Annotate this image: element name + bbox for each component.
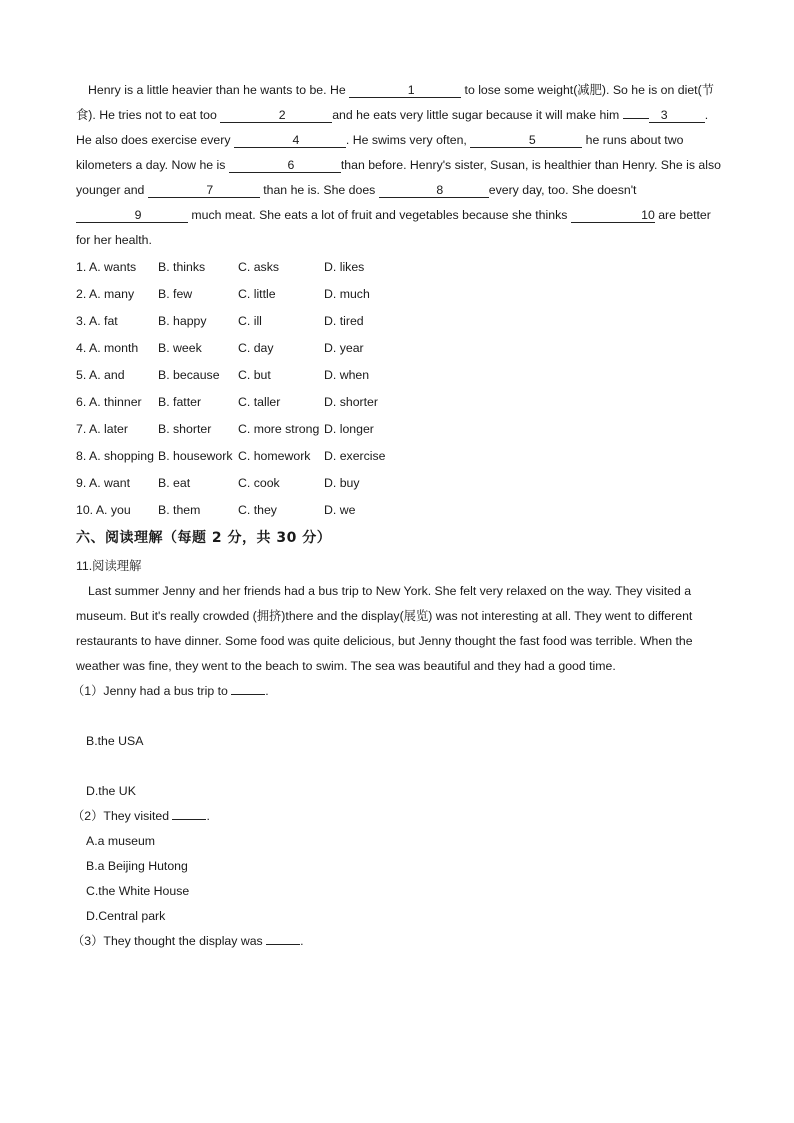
cloze-text: much meat. She eats a lot of fruit and vegetables because she thinks (188, 208, 571, 222)
answer-option-d[interactable]: D.Central park (86, 909, 166, 923)
cloze-blank-1[interactable]: 1 (349, 83, 461, 98)
spacer (76, 754, 721, 779)
cloze-blank-5[interactable]: 5 (470, 133, 582, 148)
option-d[interactable]: D. year (324, 341, 364, 355)
cloze-blank-4[interactable]: 4 (234, 133, 346, 148)
option-b[interactable]: B. thinks (158, 260, 206, 274)
option-row (76, 362, 721, 389)
cloze-blank-10[interactable]: 10 (571, 208, 655, 223)
option-c[interactable]: C. ill (238, 314, 262, 328)
period: . (265, 684, 269, 698)
option-d[interactable]: D. exercise (324, 449, 386, 463)
cloze-text: every day, too. She doesn't (488, 183, 637, 197)
cloze-text: than he is. She does (259, 183, 379, 197)
answer-option-a[interactable]: A.a museum (86, 834, 156, 848)
option-d[interactable]: D. likes (324, 260, 365, 274)
option-a[interactable]: 7. A. later (76, 422, 128, 436)
answer-option-c[interactable]: C.the White House (86, 884, 190, 898)
question-text: （1）Jenny had a bus trip to (72, 684, 232, 698)
option-row (76, 497, 721, 524)
option-d[interactable]: D. when (324, 368, 370, 382)
option-b[interactable]: B. week (158, 341, 202, 355)
exam-page (72, 78, 721, 954)
cloze-text: than before. Henry's sister, Susan, is healthier than Henry. She is also younger and (76, 158, 721, 197)
question-2 (72, 804, 721, 829)
options-list (76, 254, 721, 524)
cloze-text: and he eats very little sugar because it will make him (332, 108, 623, 122)
option-row (76, 335, 721, 362)
cloze-text: . He also does exercise every (76, 108, 709, 147)
option-b[interactable]: B. housework (158, 449, 233, 463)
option-b[interactable]: B. fatter (158, 395, 202, 409)
option-d[interactable]: D. longer (324, 422, 374, 436)
option-a[interactable]: 5. A. and (76, 368, 125, 382)
cloze-blank-3-start[interactable] (623, 118, 649, 119)
answer-blank[interactable] (172, 819, 206, 820)
option-b[interactable]: B. them (158, 503, 201, 517)
option-d[interactable]: D. shorter (324, 395, 378, 409)
cloze-blank-2[interactable]: 2 (220, 108, 332, 123)
option-a[interactable]: 1. A. wants (76, 260, 137, 274)
period: . (300, 934, 304, 948)
option-c[interactable]: C. they (238, 503, 277, 517)
option-a[interactable]: 4. A. month (76, 341, 139, 355)
option-a[interactable]: 2. A. many (76, 287, 135, 301)
cloze-text: . He swims very often, (345, 133, 471, 147)
cloze-text: are better for her health. (76, 208, 711, 247)
option-row (76, 308, 721, 335)
cloze-blank-6[interactable]: 6 (229, 158, 341, 173)
cloze-blank-7[interactable]: 7 (148, 183, 260, 198)
option-a[interactable]: 3. A. fat (76, 314, 118, 328)
question-1 (72, 679, 721, 704)
option-a[interactable]: 6. A. thinner (76, 395, 142, 409)
reading-label: 11.阅读理解 (76, 559, 142, 573)
cloze-blank-9[interactable]: 9 (76, 208, 188, 223)
question-3 (72, 929, 721, 954)
option-d[interactable]: D. buy (324, 476, 360, 490)
option-row (76, 470, 721, 497)
question-text: （3）They thought the display was (72, 934, 267, 948)
option-b[interactable]: B. happy (158, 314, 207, 328)
spacer (76, 704, 721, 729)
option-c[interactable]: C. asks (238, 260, 279, 274)
option-c[interactable]: C. cook (238, 476, 280, 490)
option-b[interactable]: B. few (158, 287, 193, 301)
answer-option-b[interactable]: B.a Beijing Hutong (86, 859, 188, 873)
option-row (76, 281, 721, 308)
cloze-blank-3[interactable]: 3 (649, 108, 705, 123)
section-heading: 六、阅读理解（每题 2 分，共 30 分） (76, 530, 332, 546)
option-row (76, 254, 721, 281)
option-d[interactable]: D. much (324, 287, 370, 301)
answer-blank[interactable] (231, 694, 265, 695)
option-a[interactable]: 10. A. you (76, 503, 131, 517)
answer-option-b[interactable]: B.the USA (86, 734, 144, 748)
answer-blank[interactable] (266, 944, 300, 945)
cloze-blank-8[interactable]: 8 (379, 183, 489, 198)
question-text: （2）They visited (72, 809, 173, 823)
option-a[interactable]: 9. A. want (76, 476, 131, 490)
option-c[interactable]: C. homework (238, 449, 311, 463)
option-row (76, 443, 721, 470)
option-c[interactable]: C. more strong (238, 422, 320, 436)
option-row (76, 416, 721, 443)
option-c[interactable]: C. but (238, 368, 271, 382)
option-d[interactable]: D. we (324, 503, 356, 517)
reading-passage: Last summer Jenny and her friends had a bus trip to New York. She felt very relaxed on the way. They visited a museum. But it's really crowded (拥挤)there and the display(展览) was not interesting at all. They went to different restaurants to have dinner. Some food was quite delicious, but Jenny thought the fast food was terrible. When the weather was fine, they went to the beach to swim. The sea was beautiful and they had a good time. (76, 584, 693, 673)
option-b[interactable]: B. shorter (158, 422, 212, 436)
cloze-text: to lose some weight(减肥). So he is on diet(节食). He tries not to eat too (76, 83, 714, 122)
cloze-text: Henry is a little heavier than he wants to be. He (88, 83, 350, 97)
option-c[interactable]: C. little (238, 287, 276, 301)
answer-option-d[interactable]: D.the UK (86, 784, 136, 798)
option-b[interactable]: B. eat (158, 476, 191, 490)
option-c[interactable]: C. day (238, 341, 274, 355)
option-b[interactable]: B. because (158, 368, 220, 382)
option-a[interactable]: 8. A. shopping (76, 449, 154, 463)
option-row (76, 389, 721, 416)
cloze-text: he runs about two kilometers a day. Now he is (76, 133, 684, 172)
period: . (206, 809, 210, 823)
cloze-passage (76, 78, 721, 253)
option-c[interactable]: C. taller (238, 395, 281, 409)
option-d[interactable]: D. tired (324, 314, 364, 328)
